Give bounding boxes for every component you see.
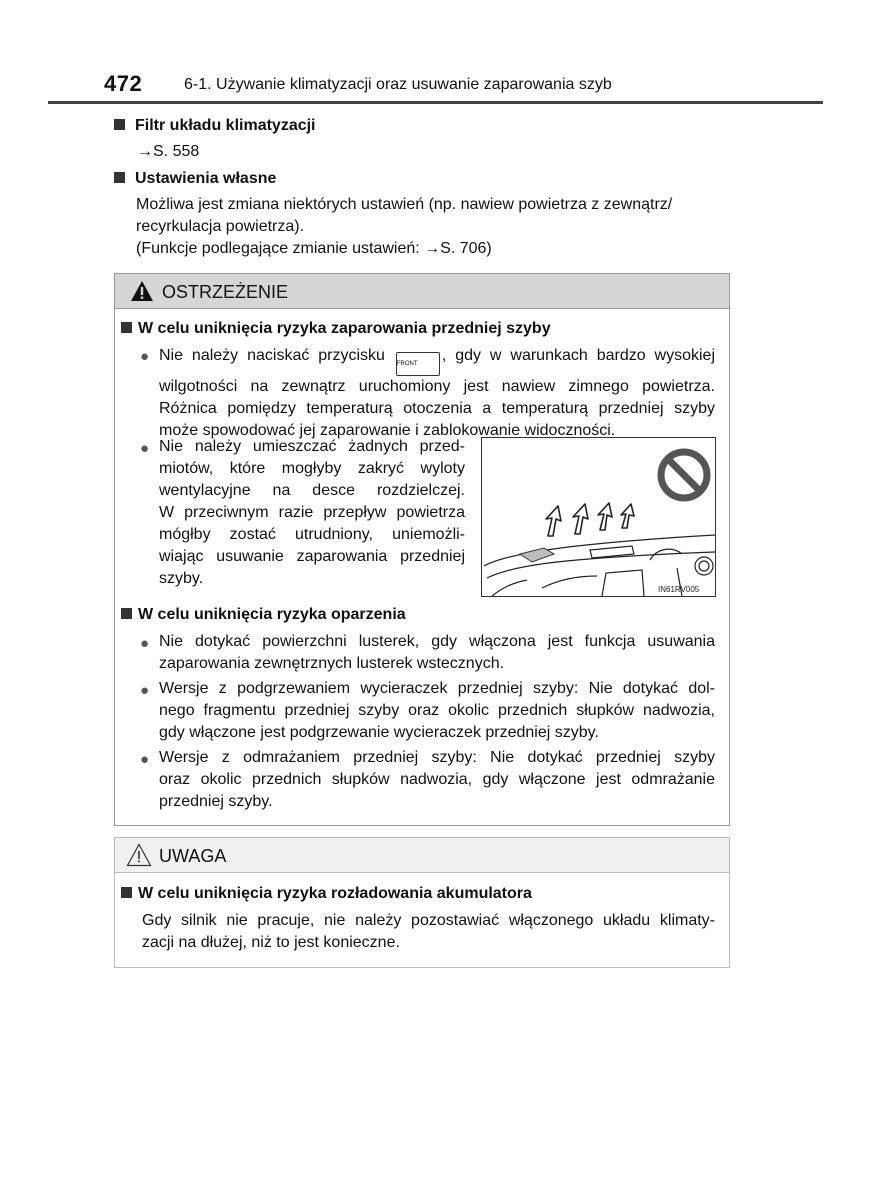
dashboard-drawing: [482, 438, 715, 596]
chapter-title: 6-1. Używanie klimatyzacji oraz usuwanie zaparowania szyb: [184, 76, 612, 93]
notice-title: UWAGA: [159, 846, 227, 866]
notice-text: Gdy silnik nie pracuje, nie należy pozostawiać włączonego układu klimaty- zacji na dłużej, niż to jest konieczne.: [142, 912, 715, 951]
section-heading-filter: Filtr układu klimatyzacji: [114, 117, 316, 135]
square-bullet-icon: [121, 887, 132, 898]
notice-header: [115, 838, 729, 873]
prohibited-icon: [661, 452, 707, 498]
figure-code: IN61RV005: [658, 585, 700, 594]
warning-triangle-icon: [130, 280, 154, 302]
square-bullet-icon: [114, 172, 125, 183]
square-bullet-icon: [114, 119, 125, 130]
settings-text: Możliwa jest zmiana niektórych ustawień (np. nawiew powietrza z zewnątrz/ recyrkulacja powietrza). (Funkcje podlegające zmianie ustawień: →S. 706): [136, 196, 673, 257]
warning-fog-bullet-1: Nie należy naciskać przycisku FRONT , gdy w warunkach bardzo wysokiej wilgotności na zewnątrz uruchomiony jest nawiew zimnego powietrza. Różnica pomiędzy temperaturą otoczenia a temperaturą przedniej szyby może spowodować jej zaparowanie i zablokowanie widoczności.: [159, 347, 715, 439]
bullet-icon: ●: [140, 635, 150, 652]
front-defroster-button-icon: FRONT: [396, 352, 440, 376]
square-bullet-icon: [121, 608, 132, 619]
square-bullet-icon: [121, 322, 132, 333]
filter-page-ref: →S. 558: [137, 143, 200, 160]
page-number: 472: [104, 71, 143, 96]
bullet-icon: ●: [140, 348, 150, 365]
dashboard-illustration: [481, 437, 716, 597]
bullet-icon: ●: [140, 751, 150, 768]
warning-subheading-fog: W celu uniknięcia ryzyka zaparowania przedniej szyby: [121, 320, 551, 338]
section-heading-settings: Ustawienia własne: [114, 170, 276, 188]
notice-subheading: W celu uniknięcia ryzyka rozładowania akumulatora: [121, 885, 532, 903]
caution-triangle-icon: [126, 843, 152, 867]
bullet-icon: ●: [140, 440, 150, 457]
warning-burn-bullet-1: Nie dotykać powierzchni lusterek, gdy włączona jest funkcja usuwania zaparowania zewnętrznych lusterek wstecznych.: [159, 633, 715, 672]
header-divider: [48, 101, 823, 104]
airflow-arrows-icon: [546, 503, 634, 536]
warning-subheading-burn: W celu uniknięcia ryzyka oparzenia: [121, 606, 406, 624]
bullet-icon: ●: [140, 682, 150, 699]
warning-burn-bullet-2: Wersje z podgrzewaniem wycieraczek przedniej szyby: Nie dotykać dol- nego fragmentu przedniej szyby oraz okolic przednich słupków nadwozia, gdy włączone jest podgrzewanie wycieraczek przedniej szyby.: [159, 680, 715, 741]
warning-fog-bullet-2: Nie należy umieszczać żadnych przed- miotów, które mogłyby zakryć wyloty wentylacyjne na desce rozdzielczej. W przeciwnym razie przepływ powietrza mógłby zostać utrudniony, uniemożli- wiając usuwanie zaparowania przedniej szyby.: [159, 438, 465, 587]
warning-burn-bullet-3: Wersje z odmrażaniem przedniej szyby: Nie dotykać przedniej szyby oraz okolic przednich słupków nadwozia, gdy włączone jest odmrażanie przedniej szyby.: [159, 749, 715, 810]
warning-title: OSTRZEŻENIE: [162, 282, 289, 302]
warning-header: [115, 274, 729, 309]
